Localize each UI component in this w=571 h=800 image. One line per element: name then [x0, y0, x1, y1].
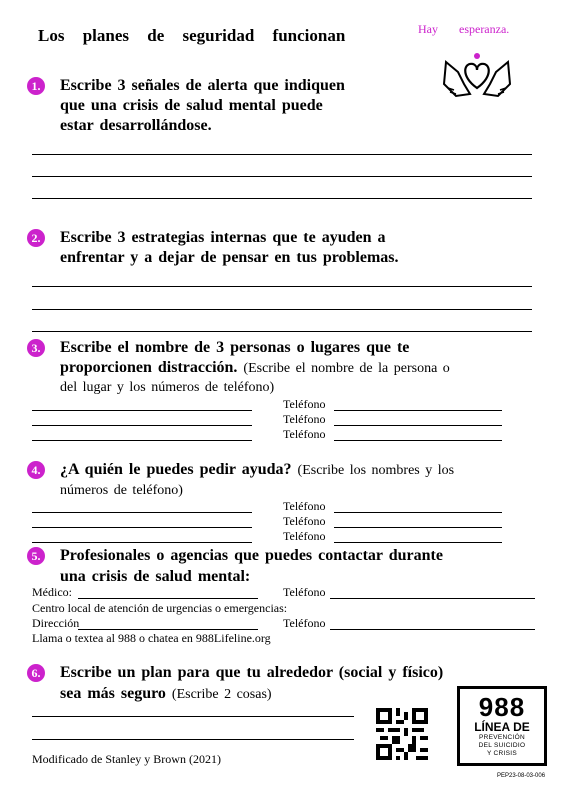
phone-label: Teléfono: [283, 616, 326, 630]
answer-line[interactable]: [32, 309, 532, 310]
footer-credit: Modificado de Stanley y Brown (2021): [32, 752, 221, 766]
phone-line[interactable]: [334, 410, 502, 411]
question-3-instructions: (Escribe el nombre de la persona o: [243, 361, 450, 376]
answer-line[interactable]: [32, 154, 532, 155]
phone-line[interactable]: [334, 440, 502, 441]
question-4-line-1: [60, 460, 454, 481]
question-2-line-2: enfrentar y a dejar de pensar en tus problemas.: [60, 249, 399, 266]
name-line[interactable]: [32, 527, 252, 528]
answer-line[interactable]: [32, 176, 532, 177]
section-number: 2.: [27, 229, 45, 247]
heart-hands-icon: [440, 50, 514, 100]
logo-number: 988: [478, 692, 526, 722]
document-code: PEP23-08-03-006: [497, 773, 546, 779]
page-title: Los planes de seguridad funcionan: [38, 26, 346, 45]
logo-subtitle-1: PREVENCIÓN: [479, 734, 525, 741]
phone-label: Teléfono: [283, 412, 326, 426]
phone-label: Teléfono: [283, 499, 326, 513]
phone-label: Teléfono: [283, 529, 326, 543]
section-number: 3.: [27, 339, 45, 357]
phone-line[interactable]: [334, 512, 502, 513]
question-3-bold: proporcionen distracción.: [60, 359, 238, 376]
answer-line[interactable]: [32, 198, 532, 199]
logo-subtitle-2: DEL SUICIDIO: [478, 742, 526, 749]
question-5-line-1: Profesionales o agencias que puedes contactar durante: [60, 547, 443, 564]
question-6-instructions: (Escribe 2 cosas): [171, 687, 272, 702]
phone-line[interactable]: [330, 629, 535, 630]
phone-line[interactable]: [334, 542, 502, 543]
phone-label: Teléfono: [283, 397, 326, 411]
name-line[interactable]: [32, 542, 252, 543]
phone-line[interactable]: [334, 425, 502, 426]
question-6-bold: sea más seguro: [60, 685, 166, 702]
answer-line[interactable]: [32, 331, 532, 332]
answer-line[interactable]: [32, 739, 354, 740]
question-6-line-2: [60, 684, 272, 705]
question-3-line-2: [60, 358, 450, 379]
question-2-line-1: Escribe 3 estrategias internas que te ayuden a: [60, 229, 386, 246]
answer-line[interactable]: [32, 716, 354, 717]
name-line[interactable]: [32, 410, 252, 411]
question-3-line-3: del lugar y los números de teléfono): [60, 380, 275, 395]
question-1-line-3: estar desarrollándose.: [60, 117, 212, 134]
qr-code-icon: [376, 708, 428, 760]
question-3-line-1: Escribe el nombre de 3 personas o lugares que te: [60, 339, 410, 356]
question-1-line-2: que una crisis de salud mental puede: [60, 97, 323, 114]
tagline: Hay esperanza.: [418, 22, 510, 36]
phone-label: Teléfono: [283, 585, 326, 599]
call-text: Llama o textea al 988 o chatea en 988Lifeline.org: [32, 631, 271, 645]
section-number: 6.: [27, 664, 45, 682]
question-5-line-2: una crisis de salud mental:: [60, 568, 251, 585]
section-number: 4.: [27, 461, 45, 479]
section-number: 1.: [27, 77, 45, 95]
doctor-line[interactable]: [78, 598, 258, 599]
phone-line[interactable]: [330, 598, 535, 599]
lifeline-logo: [457, 686, 547, 766]
phone-line[interactable]: [334, 527, 502, 528]
name-line[interactable]: [32, 512, 252, 513]
name-line[interactable]: [32, 425, 252, 426]
logo-subtitle-3: Y CRISIS: [486, 750, 518, 757]
name-line[interactable]: [32, 440, 252, 441]
address-line[interactable]: [78, 629, 258, 630]
section-number: 5.: [27, 547, 45, 565]
phone-label: Teléfono: [283, 427, 326, 441]
question-4-line-2: números de teléfono): [60, 483, 183, 498]
question-4-instructions: (Escribe los nombres y los: [297, 463, 455, 478]
question-1-line-1: Escribe 3 señales de alerta que indiquen: [60, 77, 345, 94]
logo-title: LÍNEA DE: [474, 720, 530, 734]
doctor-label: Médico:: [32, 585, 72, 599]
phone-label: Teléfono: [283, 514, 326, 528]
question-6-line-1: Escribe un plan para que tu alrededor (social y físico): [60, 664, 444, 681]
address-label: Dirección: [32, 616, 80, 630]
urgent-center-label: Centro local de atención de urgencias o emergencias:: [32, 601, 288, 615]
answer-line[interactable]: [32, 286, 532, 287]
question-4-bold: ¿A quién le puedes pedir ayuda?: [60, 461, 292, 478]
